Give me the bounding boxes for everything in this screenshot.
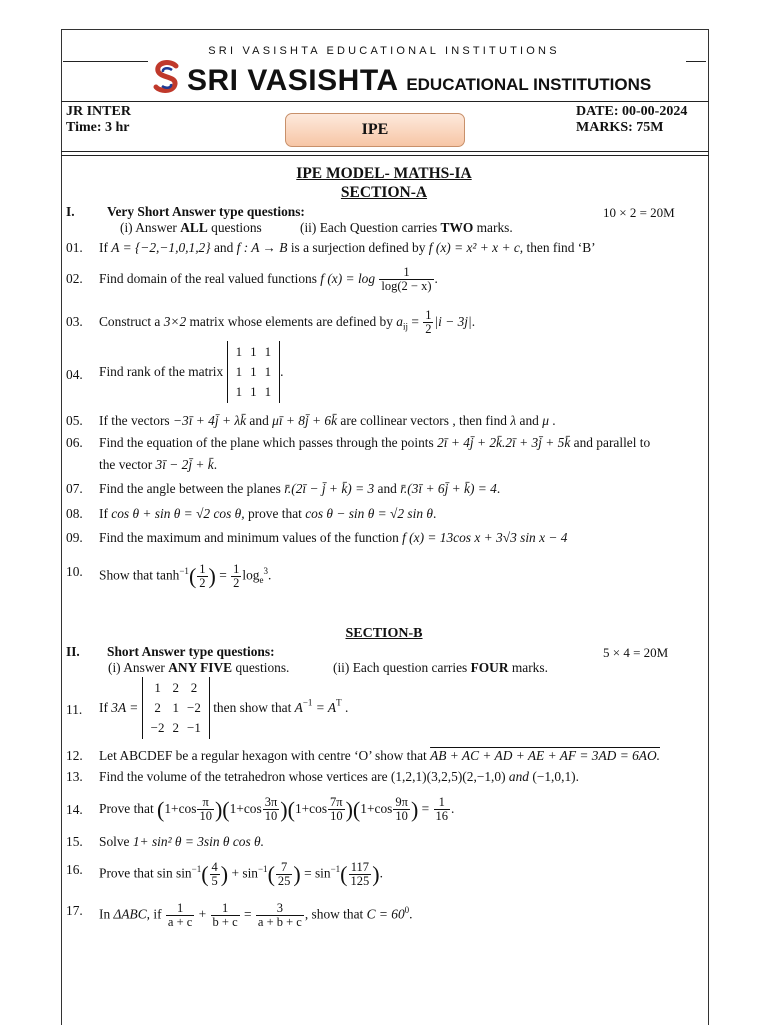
section-b-instruction-1: (i) Answer ANY FIVE questions. [108,660,290,675]
question-number: 07. [66,481,83,496]
question-number: 04. [66,367,83,382]
question-number: 03. [66,314,83,329]
question-06: Find the equation of the plane which passes through the points 2ī + 4j̄ + 2k̄.2ī + 3j̄ + 5k̄ and parallel to [99,435,651,450]
question-number: 08. [66,506,83,521]
question-number: 05. [66,413,83,428]
header-divider-2 [61,155,709,156]
question-10: Show that $\tanh^{-1}$( $\frac{1}{2}$ ) = $\frac{1}{2}$ $\log_e^3$. [99,561,272,590]
a-matrix: 1 2 2 2 1 −2 −2 2 −1 [142,677,210,739]
question-11: If 3A = 1 2 2 2 1 −2 −2 2 −1 then show that $A^{-1} = A^T$ . [99,677,348,739]
section-b-type: Short Answer type questions: [107,644,275,659]
question-13: Find the volume of the tetrahedron whose vertices are (1,2,1)(3,2,5)(2,−1,0) and (−1,0,1). [99,769,579,784]
question-number: 12. [66,748,83,763]
section-a-instruction-1: (i) Answer ALL questions [120,220,262,235]
org-name [187,64,651,98]
question-09: Find the maximum and minimum values of the function f (x) = 13cos x + 3√3 sin x − 4 [99,530,568,545]
org-name-main: SRI VASISHTA [187,64,398,97]
date-label: DATE: 00-00-2024 [576,104,688,119]
org-name-small: EDUCATIONAL INSTITUTIONS [406,75,652,94]
question-15: Solve 1+ sin² θ = 3sin θ cos θ. [99,834,264,849]
question-05: If the vectors −3ī + 4j̄ + λk̄ and μī + 8j̄ + 6k̄ are collinear vectors , then find λ and μ . [99,413,556,428]
section-a-marks: 10 × 2 = 20M [603,205,675,220]
question-number: 06. [66,435,83,450]
question-04: Find rank of the matrix 1 1 1 1 1 1 1 1 1 . [99,341,283,403]
rank-matrix: 1 1 1 1 1 1 1 1 1 [227,341,281,403]
question-01: If A = {−2,−1,0,1,2} and f : A → B is a surjection defined by f (x) = x² + x + c, then find ‘B’ [99,240,596,255]
subject-badge: IPE [285,113,465,147]
question-number: 13. [66,769,83,784]
section-b-marks: 5 × 4 = 20M [603,645,669,660]
sv-logo-icon [152,60,182,96]
question-number: 16. [66,862,83,877]
time-label: Time: 3 hr [66,120,130,135]
header-rule-right [686,61,706,62]
question-06-cont: the vector 3ī − 2j̄ + k̄. [99,457,218,472]
question-number: 11. [66,702,83,717]
question-08: If cos θ + sin θ = √2 cos θ, prove that cos θ − sin θ = √2 sin θ. [99,506,437,521]
section-a-instruction-2: (ii) Each Question carries TWO marks. [300,220,513,235]
question-12: Let ABCDEF be a regular hexagon with centre ‘O’ show that AB + AC + AD + AE + AF = 3AD = 6AO. [99,748,660,763]
header-rule-left [63,61,148,62]
section-b-roman: II. [66,644,80,659]
header-divider-1 [61,151,709,152]
question-number: 02. [66,271,83,286]
section-a-heading: SECTION-A [340,184,428,201]
question-17: In ΔABC, if $\frac{1}{a + c}$ + $\frac{1}{b + c}$ = $\frac{3}{a + b + c}$ , show that $C = 60^0$. [99,900,413,929]
question-16: Prove that $\sin \sin^{-1}$( $\frac{4}{5}$ ) + $\sin^{-1}$( $\frac{7}{25}$ ) = $\sin^{-1}$( $\frac{117}{125}$ ). [99,859,383,888]
marks-label: MARKS: 75M [576,120,664,135]
question-number: 09. [66,530,83,545]
question-02: Find domain of the real valued functions f (x) = log $\frac{1}{\log(2 - x)}$ . [99,265,438,294]
section-b-instruction-2: (ii) Each question carries FOUR marks. [333,660,548,675]
question-number: 15. [66,834,83,849]
section-a-roman: I. [66,204,75,219]
section-a-type: Very Short Answer type questions: [107,204,305,219]
question-number: 01. [66,240,83,255]
question-14: Prove that (1+cos $\frac{\pi}{10}$ )(1+cos $\frac{3\pi}{10}$ )(1+cos $\frac{7\pi}{10}$ )(1+cos $\frac{9\pi}{10}$ ) = $\frac{1}{16}$ . [99,795,455,824]
question-07: Find the angle between the planes r̄.(2ī − j̄ + k̄) = 3 and r̄.(3ī + 6j̄ + k̄) = 4. [99,481,501,496]
paper-title: IPE MODEL- MATHS-IA [296,165,472,182]
class-label: JR INTER [66,104,131,119]
section-b-heading: SECTION-B [345,626,423,641]
question-03: Construct a 3×2 matrix whose elements are defined by $a_{ij}$ = $\frac{1}{2}$ |i − 3j|. [99,308,476,337]
question-number: 14. [66,802,83,817]
question-number: 17. [66,903,83,918]
question-number: 10. [66,564,83,579]
sub-org-name: SRI VASISHTA EDUCATIONAL INSTITUTIONS [208,45,560,57]
header-divider-top [61,101,709,102]
